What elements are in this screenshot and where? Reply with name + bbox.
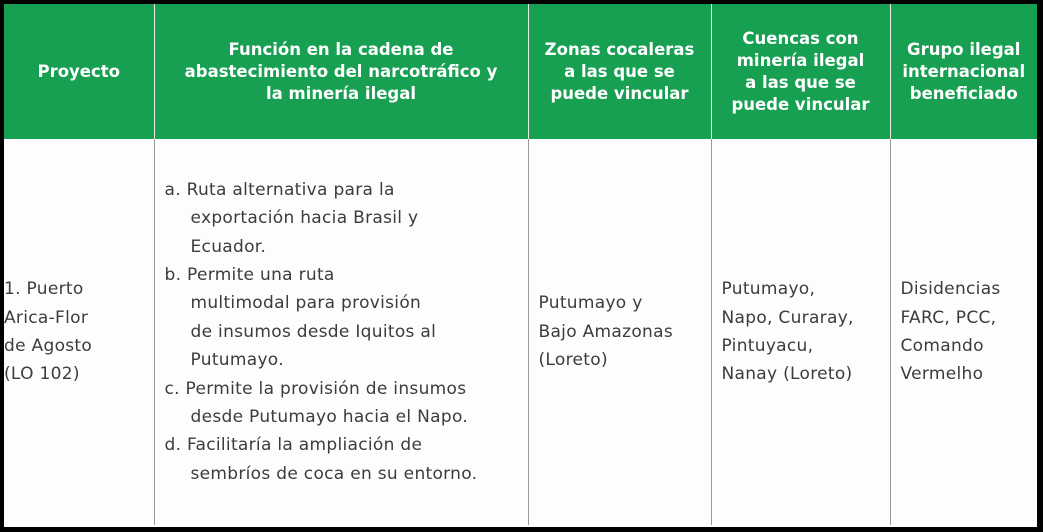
table-header-row xyxy=(4,4,1037,139)
header-line: la minería ilegal xyxy=(265,83,417,103)
list-item xyxy=(165,176,520,261)
header-line: Grupo ilegal xyxy=(907,39,1021,59)
header-line: puede vincular xyxy=(731,94,870,114)
header-grupo-ilegal xyxy=(890,4,1037,139)
list-item xyxy=(165,261,520,375)
cell-line: Putumayo y xyxy=(538,293,643,314)
header-line: Zonas cocaleras xyxy=(544,39,695,59)
header-line: a las que se xyxy=(564,61,675,81)
header-line: internacional xyxy=(902,61,1026,81)
header-line: puede vincular xyxy=(550,83,689,103)
cell-line: Disidencias xyxy=(900,279,1001,300)
cell-line: (LO 102) xyxy=(4,364,80,385)
cell-line: Comando xyxy=(900,336,984,356)
cell-line: desde Putumayo hacia el Napo. xyxy=(190,407,469,428)
cell-line: Putumayo. xyxy=(190,350,284,371)
table-row xyxy=(4,139,1037,525)
cell-line: c. Permite la provisión de insumos xyxy=(164,378,467,399)
cell-line: b. Permite una ruta xyxy=(164,264,335,285)
header-line: Función en la cadena de xyxy=(228,39,454,59)
header-line: Proyecto xyxy=(37,61,121,81)
projects-table xyxy=(4,4,1037,525)
header-line: minería ilegal xyxy=(736,50,865,70)
cell-line: Putumayo, xyxy=(721,279,816,300)
document-frame xyxy=(4,4,1037,527)
cell-zonas-cocaleras xyxy=(528,139,711,525)
cell-line: Vermelho xyxy=(900,364,984,385)
cell-line: Napo, Curaray, xyxy=(721,307,854,328)
cell-line: Arica-Flor xyxy=(4,307,89,328)
header-line: a las que se xyxy=(745,72,856,92)
list-item xyxy=(165,431,520,488)
cell-funcion xyxy=(154,139,528,525)
cell-line: FARC, PCC, xyxy=(900,307,997,328)
header-line: abastecimiento del narcotráfico y xyxy=(184,61,498,81)
cell-line: Bajo Amazonas xyxy=(538,321,673,342)
cell-line: Nanay (Loreto) xyxy=(721,364,853,385)
cell-cuencas-mineria xyxy=(711,139,890,525)
cell-line: d. Facilitaría la ampliación de xyxy=(164,435,423,456)
header-zonas-cocaleras xyxy=(528,4,711,139)
header-line: beneficiado xyxy=(909,83,1018,103)
cell-line: sembríos de coca en su entorno. xyxy=(190,463,478,484)
cell-line: Ecuador. xyxy=(190,236,267,257)
header-proyecto xyxy=(4,4,154,139)
cell-line: de insumos desde Iquitos al xyxy=(190,321,437,342)
cell-line: 1. Puerto xyxy=(4,279,84,300)
cell-grupo-ilegal xyxy=(890,139,1037,525)
cell-line: exportación hacia Brasil y xyxy=(190,208,419,229)
list-item xyxy=(165,375,520,432)
header-cuencas-mineria xyxy=(711,4,890,139)
header-line: Cuencas con xyxy=(742,28,859,48)
cell-proyecto xyxy=(4,139,154,525)
cell-line: (Loreto) xyxy=(538,350,608,371)
cell-line: a. Ruta alternativa para la xyxy=(164,179,395,200)
cell-line: Pintuyacu, xyxy=(721,336,814,356)
header-funcion xyxy=(154,4,528,139)
cell-line: de Agosto xyxy=(4,336,93,356)
cell-line: multimodal para provisión xyxy=(190,293,422,314)
